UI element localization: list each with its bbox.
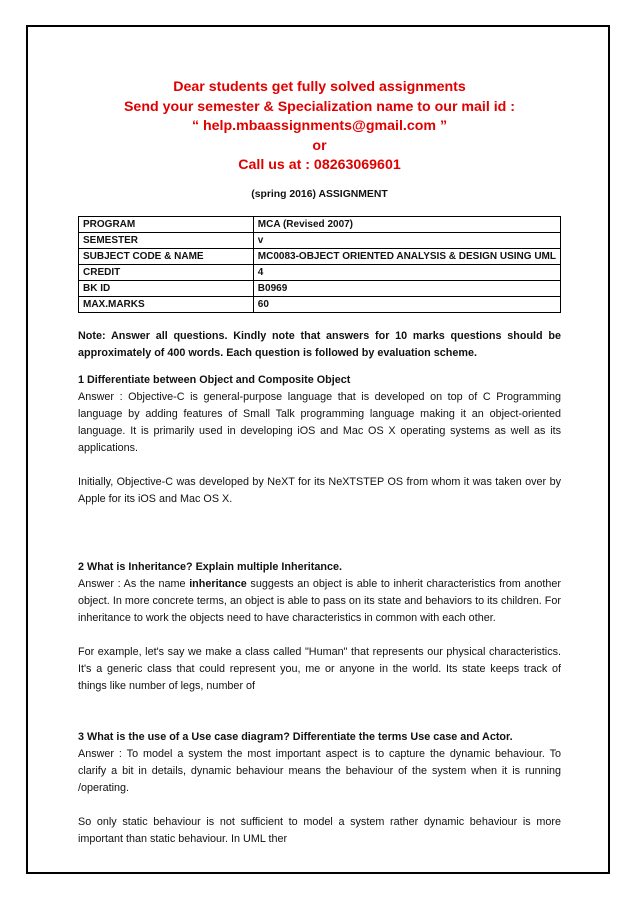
question-3-title: 3 What is the use of a Use case diagram? Differentiate the terms Use case and Actor. [78,730,513,743]
table-key: CREDIT [79,264,254,280]
question-1-answer: Answer : Objective-C is general-purpose language that is developed on top of C Programming language by adding features of Small Talk programming language making it an object-oriented language. It is primarily used in developing iOS and Mac OS X operating systems as well as its applications. [78,390,561,454]
header-line-1: Dear students get fully solved assignments [173,79,466,95]
table-row [79,264,561,280]
table-value: MCA (Revised 2007) [253,216,560,232]
table-key: BK ID [79,280,254,296]
question-3-answer-continued: So only static behaviour is not sufficient to model a system rather dynamic behaviour is more important than static behaviour. In UML ther [78,815,561,845]
header-line-5: Call us at : 08263069601 [238,157,401,173]
table-value: 4 [253,264,560,280]
header-line-2: Send your semester & Specialization name to our mail id : [123,98,516,115]
table-row [79,280,561,296]
table-value: B0969 [253,280,560,296]
question-1-answer-continued: Initially, Objective-C was developed by NeXT for its NeXTSTEP OS from whom it was taken over by Apple for its iOS and Mac OS X. [78,475,561,505]
table-row [79,248,561,264]
table-key: MAX.MARKS [79,296,254,312]
question-1-title: 1 Differentiate between Object and Composite Object [78,373,351,386]
question-2-title: 2 What is Inheritance? Explain multiple Inheritance. [78,560,342,573]
promo-header [78,78,561,176]
question-2-answer [78,576,561,627]
question-2-answer-continued: For example, let's say we make a class called "Human" that represents our physical characteristics. It's a generic class that could represent you, me or anyone in the world. Its state keeps track of things like number of legs, number of [78,645,561,692]
table-row [79,232,561,248]
answer-prefix: Answer : As the name [78,577,190,590]
table-value: MC0083-OBJECT ORIENTED ANALYSIS & DESIGN USING UML [253,248,560,264]
instructions-note: Note: Answer all questions. Kindly note that answers for 10 marks questions should be approximately of 400 words. Each question is followed by evaluation scheme. [78,329,561,359]
keyword-inheritance: inheritance [189,577,247,590]
table-value: v [253,232,560,248]
table-key: SUBJECT CODE & NAME [79,248,254,264]
table-key: SEMESTER [79,232,254,248]
assignment-subtitle: (spring 2016) ASSIGNMENT [251,188,388,200]
table-value: 60 [253,296,560,312]
answer-text: suggests an object is able to inherit characteristics from another object. In more concrete terms, an object is able to pass on its state and behaviors to its children. For inheritance to work the objects need to have characteristics in common with each other. [78,577,561,624]
table-key: PROGRAM [79,216,254,232]
document-content [78,78,561,848]
table-row [79,296,561,312]
question-3-answer: Answer : To model a system the most important aspect is to capture the dynamic behaviour. To clarify a bit in details, dynamic behaviour means the behaviour of the system when it is running /operating. [78,747,561,794]
header-line-4: or [312,137,327,154]
header-line-3: “ help.mbaassignments@gmail.com ” [191,118,448,134]
table-row [79,216,561,232]
program-details-table [78,216,561,313]
